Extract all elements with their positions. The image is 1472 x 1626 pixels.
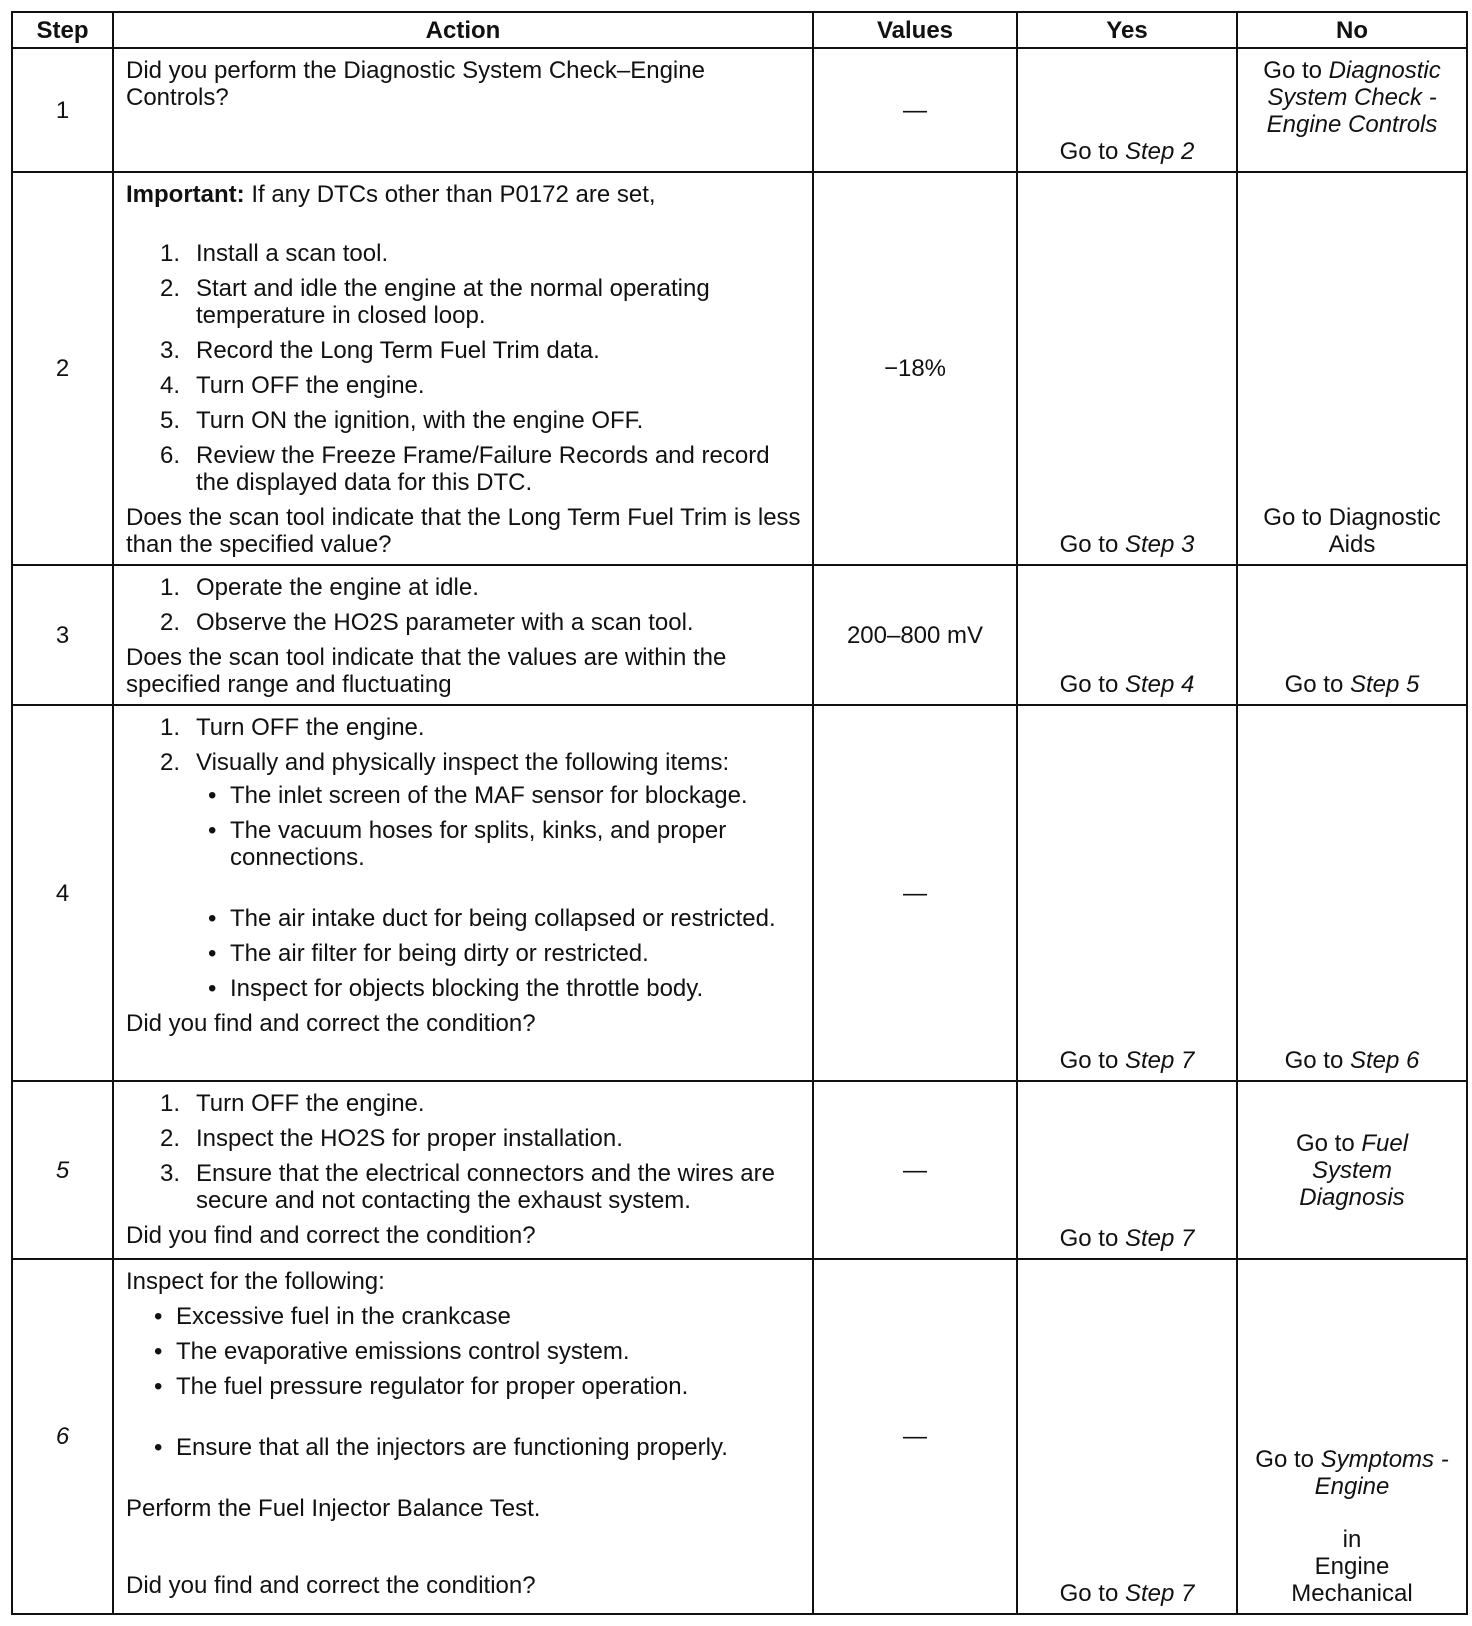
action-cell [113, 1081, 813, 1259]
no-cell [1237, 1081, 1467, 1259]
list-item: 3. Ensure that the electrical connectors and the wires are secure and not contacting the exhaust system. [160, 1160, 775, 1214]
step-number: 5 [12, 1081, 113, 1259]
yes-cell [1017, 48, 1237, 172]
go-to-label: Go to [1059, 1047, 1119, 1074]
no-action [1252, 1446, 1452, 1500]
list-item: • The inlet screen of the MAF sensor for blockage. [208, 782, 748, 809]
no-procedure-link[interactable]: Diagnostic System Check - Engine Controls [1266, 57, 1441, 138]
action-question: Did you perform the Diagnostic System Check–Engine Controls? [126, 57, 705, 111]
important-label: Important: [126, 181, 245, 208]
step-number: 6 [12, 1259, 113, 1614]
list-item: • The vacuum hoses for splits, kinks, and proper connections. [208, 817, 727, 871]
list-item: 1. Install a scan tool. [160, 240, 389, 267]
action-question: Did you find and correct the condition? [126, 1572, 536, 1599]
list-item: 2. Visually and physically inspect the following items: [160, 749, 730, 776]
action-cell [113, 48, 813, 172]
go-to-label: Go to [1059, 138, 1119, 165]
go-to-label: Go to [1295, 1129, 1355, 1157]
action-cell [113, 705, 813, 1081]
action-cell [113, 172, 813, 565]
no-cell [1237, 172, 1467, 565]
list-item: • Inspect for objects blocking the throttle body. [208, 975, 704, 1002]
list-item: 5. Turn ON the ignition, with the engine OFF. [160, 407, 644, 434]
value-cell: −18% [813, 172, 1017, 565]
diagnostic-table [11, 11, 1468, 1615]
go-to-label: Go to [1255, 1446, 1314, 1473]
yes-cell [1017, 705, 1237, 1081]
yes-step-link[interactable]: Step 3 [1124, 531, 1195, 558]
value-cell: — [813, 1081, 1017, 1259]
important-note [126, 181, 802, 208]
action-question: Does the scan tool indicate that the values are within the specified range and fluctuating [126, 644, 727, 698]
list-item: • Excessive fuel in the crankcase [154, 1303, 511, 1330]
go-to-label: Go to [1284, 671, 1344, 698]
go-to-label: Go to [1284, 1047, 1344, 1074]
list-item: 3. Record the Long Term Fuel Trim data. [160, 337, 600, 364]
header-no: No [1237, 12, 1467, 48]
header-step: Step [12, 12, 113, 48]
list-item: 1. Operate the engine at idle. [160, 574, 479, 601]
balance-test-instruction: Perform the Fuel Injector Balance Test. [126, 1495, 541, 1522]
list-item: 6. Review the Freeze Frame/Failure Records and record the displayed data for this DTC. [160, 442, 770, 496]
step-number: 1 [12, 48, 113, 172]
value-cell: — [813, 48, 1017, 172]
table-row-step-3 [12, 565, 1467, 705]
no-section-label: Engine Mechanical [1291, 1553, 1413, 1607]
go-to-label: Go to [1059, 1225, 1119, 1252]
header-values: Values [813, 12, 1017, 48]
table-row-step-6 [12, 1259, 1467, 1614]
no-cell [1237, 1259, 1467, 1614]
no-cell [1237, 565, 1467, 705]
yes-cell [1017, 565, 1237, 705]
no-action-text[interactable]: Go to Diagnostic Aids [1263, 504, 1441, 558]
go-to-label: Go to [1059, 531, 1119, 558]
important-text: If any DTCs other than P0172 are set, [251, 181, 656, 208]
no-cell [1237, 705, 1467, 1081]
yes-step-link[interactable]: Step 7 [1124, 1225, 1195, 1252]
action-cell [113, 1259, 813, 1614]
inspection-list [126, 782, 802, 1002]
procedure-list [126, 1090, 802, 1214]
header-action: Action [113, 12, 813, 48]
list-item: 2. Start and idle the engine at the normal operating temperature in closed loop. [160, 275, 710, 329]
table-row-step-2 [12, 172, 1467, 565]
no-in-label: in [1342, 1526, 1362, 1553]
yes-step-link[interactable]: Step 4 [1124, 671, 1195, 698]
yes-step-link[interactable]: Step 7 [1124, 1580, 1195, 1607]
list-item: 4. Turn OFF the engine. [160, 372, 425, 399]
table-row-step-5 [12, 1081, 1467, 1259]
table-row-step-4 [12, 705, 1467, 1081]
yes-step-link[interactable]: Step 7 [1124, 1047, 1195, 1074]
action-question: Did you find and correct the condition? [126, 1010, 536, 1037]
step-number: 4 [12, 705, 113, 1081]
list-item: • Ensure that all the injectors are functioning properly. [154, 1434, 728, 1461]
value-cell: — [813, 705, 1017, 1081]
no-cell [1237, 48, 1467, 172]
list-item: 2. Observe the HO2S parameter with a scan tool. [160, 609, 694, 636]
header-yes: Yes [1017, 12, 1237, 48]
list-item: • The fuel pressure regulator for proper operation. [154, 1373, 689, 1400]
value-cell: — [813, 1259, 1017, 1614]
value-cell: 200–800 mV [813, 565, 1017, 705]
go-to-label: Go to [1263, 57, 1322, 84]
list-item: 1. Turn OFF the engine. [160, 1090, 425, 1117]
go-to-label: Go to [1059, 671, 1119, 698]
no-procedure-link[interactable]: Symptoms - Engine [1314, 1446, 1449, 1500]
yes-cell [1017, 1081, 1237, 1259]
list-item: • The evaporative emissions control system. [154, 1338, 630, 1365]
header-row [12, 12, 1467, 48]
step-number: 2 [12, 172, 113, 565]
go-to-label: Go to [1059, 1580, 1119, 1607]
no-procedure-link[interactable]: Fuel System Diagnosis [1299, 1129, 1409, 1211]
list-item: 2. Inspect the HO2S for proper installation. [160, 1125, 623, 1152]
yes-cell [1017, 1259, 1237, 1614]
procedure-list [126, 574, 802, 636]
list-item: • The air filter for being dirty or restricted. [208, 940, 649, 967]
yes-cell [1017, 172, 1237, 565]
list-item: • The air intake duct for being collapsed or restricted. [208, 905, 776, 932]
inspect-intro: Inspect for the following: [126, 1268, 385, 1295]
no-action [1277, 1130, 1427, 1211]
no-step-link[interactable]: Step 5 [1349, 671, 1420, 698]
inspection-list [126, 1303, 802, 1461]
table-row-step-1 [12, 48, 1467, 172]
procedure-list [126, 714, 802, 776]
yes-step-link[interactable]: Step 2 [1124, 138, 1195, 165]
action-question: Does the scan tool indicate that the Long Term Fuel Trim is less than the specified value? [126, 504, 801, 558]
action-question: Did you find and correct the condition? [126, 1222, 536, 1249]
no-step-link[interactable]: Step 6 [1349, 1047, 1420, 1074]
action-cell [113, 565, 813, 705]
step-number: 3 [12, 565, 113, 705]
list-item: 1. Turn OFF the engine. [160, 714, 425, 741]
procedure-list [126, 240, 802, 496]
